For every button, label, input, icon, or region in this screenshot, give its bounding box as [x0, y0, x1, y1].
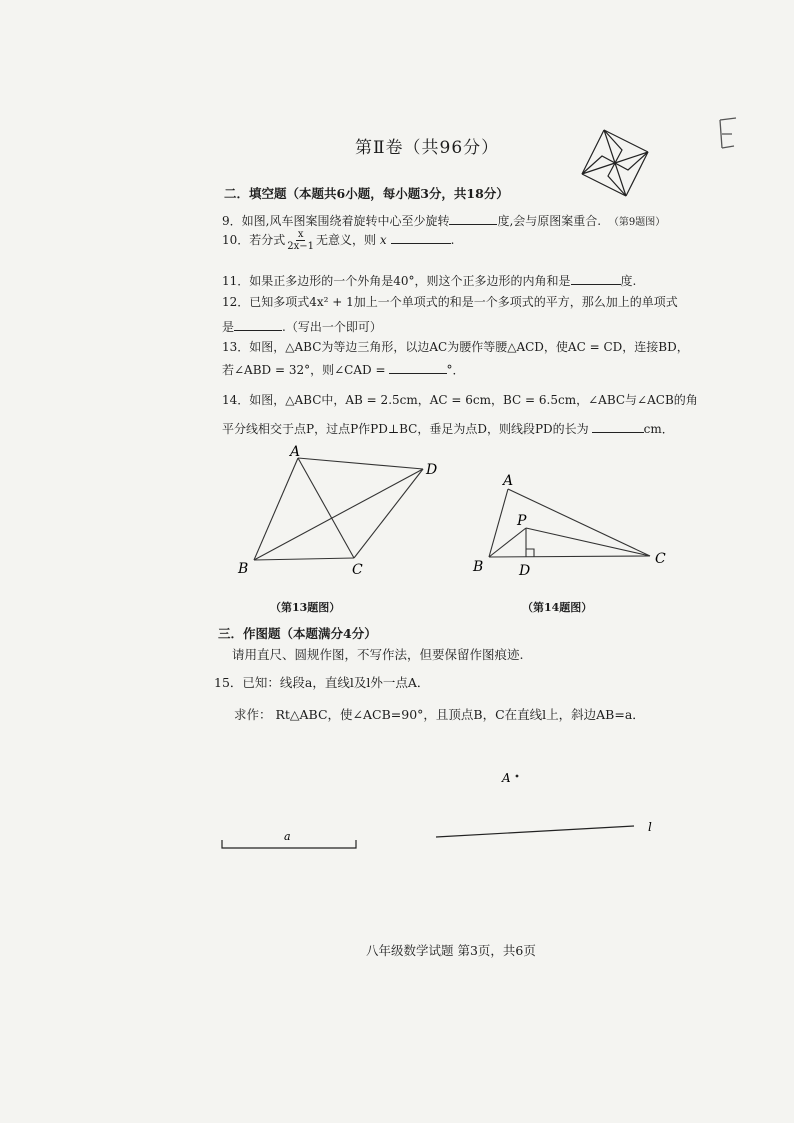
- fig14-label-p: P: [517, 513, 527, 529]
- fig14-bisector-b: [489, 528, 526, 557]
- figure-14: [465, 468, 685, 580]
- q9-figure-caption: （第9题图）: [608, 217, 666, 228]
- fig13-side-ab: [254, 458, 298, 560]
- q15-construction-figure: [210, 760, 670, 860]
- q13-prefix: 若∠ABD = 32°，则∠CAD =: [222, 363, 386, 377]
- question-14-line-1: 14．如图，△ABC中，AB = 2.5cm，AC = 6cm，BC = 6.5cm，∠ABC与∠ACB的角: [222, 393, 698, 407]
- q10-prefix: 10．若分式: [222, 233, 286, 247]
- fig14-side-ac: [508, 489, 650, 556]
- fig13-side-bc: [254, 558, 354, 560]
- fig14-right-angle-mark: [526, 549, 534, 557]
- q13-answer-blank[interactable]: [389, 361, 447, 374]
- q10-frac-numerator: x: [297, 229, 304, 240]
- fig13-label-d: D: [426, 462, 438, 478]
- pinwheel-figure: [574, 122, 656, 204]
- fig13-label-b: B: [238, 561, 249, 577]
- q10-fraction: [287, 229, 314, 252]
- q14-after: cm．: [643, 422, 674, 436]
- fig14-label-b: B: [473, 559, 484, 575]
- question-13-line-2: [222, 361, 465, 377]
- fig14-label-d: D: [519, 563, 531, 579]
- question-11: [222, 272, 636, 288]
- scan-artifact-icon: [716, 114, 740, 154]
- question-12-line-1: 12．已知多项式4x² + 1加上一个单项式的和是一个多项式的平方，那么加上的单项式: [222, 295, 678, 309]
- fig13-side-ac: [298, 458, 354, 558]
- fig14-bisector-c: [526, 528, 650, 556]
- q9-after: 度,会与原图案重合.: [497, 214, 602, 228]
- q10-answer-blank[interactable]: [391, 231, 451, 244]
- fig13-segment-bd: [254, 469, 423, 560]
- q11-after: 度.: [620, 274, 637, 288]
- q12-after: .（写出一个即可）: [282, 320, 382, 334]
- q15-segment-a-label: a: [284, 830, 291, 843]
- fig14-caption: （第14题图）: [522, 601, 593, 614]
- q11-answer-blank[interactable]: [571, 272, 621, 285]
- q15-line-l: [436, 826, 634, 837]
- q14-prefix: 平分线相交于点P，过点P作PD⊥BC，垂足为点D，则线段PD的长为: [222, 422, 589, 436]
- q15-line-l-label: l: [648, 820, 652, 834]
- fig14-label-c: C: [655, 551, 666, 567]
- section-3-heading: 三．作图题（本题满分4分）: [218, 626, 377, 641]
- fig13-side-ad: [298, 458, 423, 469]
- q15-point-a: [516, 775, 519, 778]
- fig14-side-bc: [489, 556, 650, 557]
- fig13-label-c: C: [352, 562, 363, 578]
- fig13-label-a: A: [290, 444, 301, 460]
- q13-after: °．: [446, 363, 465, 377]
- question-14-line-2: [222, 420, 674, 436]
- q9-text: 9．如图,风车图案围绕着旋转中心至少旋转: [222, 214, 450, 228]
- question-13-line-1: 13．如图，△ABC为等边三角形，以边AC为腰作等腰△ACD，使AC = CD，连接BD，: [222, 340, 689, 354]
- q14-answer-blank[interactable]: [592, 420, 644, 433]
- fig13-caption: （第13题图）: [270, 601, 341, 614]
- page-title: 第Ⅱ卷（共96分）: [355, 138, 500, 158]
- fig14-side-ab: [489, 489, 508, 557]
- figure-13: [230, 440, 450, 590]
- section-3-instruction: 请用直尺、圆规作图，不写作法，但要保留作图痕迹.: [232, 647, 524, 662]
- q10-frac-denominator: 2x−1: [287, 241, 315, 252]
- q15-point-a-label: A: [502, 771, 511, 785]
- q12-answer-blank[interactable]: [234, 318, 282, 331]
- q11-text: 11．如果正多边形的一个外角是40°，则这个正多边形的内角和是: [222, 274, 571, 288]
- question-15-given: 15．已知：线段a，直线l及l外一点A．: [214, 675, 430, 690]
- q9-answer-blank[interactable]: [449, 212, 497, 225]
- question-10: [222, 229, 454, 252]
- fig13-side-cd: [354, 469, 423, 558]
- q10-end: .: [450, 233, 455, 247]
- section-2-heading: 二．填空题（本题共6小题，每小题3分，共18分）: [224, 186, 509, 201]
- question-15-task: 求作： Rt△ABC，使∠ACB=90°，且顶点B，C在直线l上，斜边AB=a．: [234, 707, 645, 722]
- fig14-label-a: A: [503, 473, 514, 489]
- q10-middle: 无意义，则: [316, 233, 377, 247]
- q10-variable: x: [379, 233, 387, 247]
- q12-prefix: 是: [222, 320, 235, 334]
- question-9: [222, 212, 665, 230]
- question-12-line-2: [222, 318, 382, 334]
- page-footer: 八年级数学试题 第3页，共6页: [366, 943, 536, 958]
